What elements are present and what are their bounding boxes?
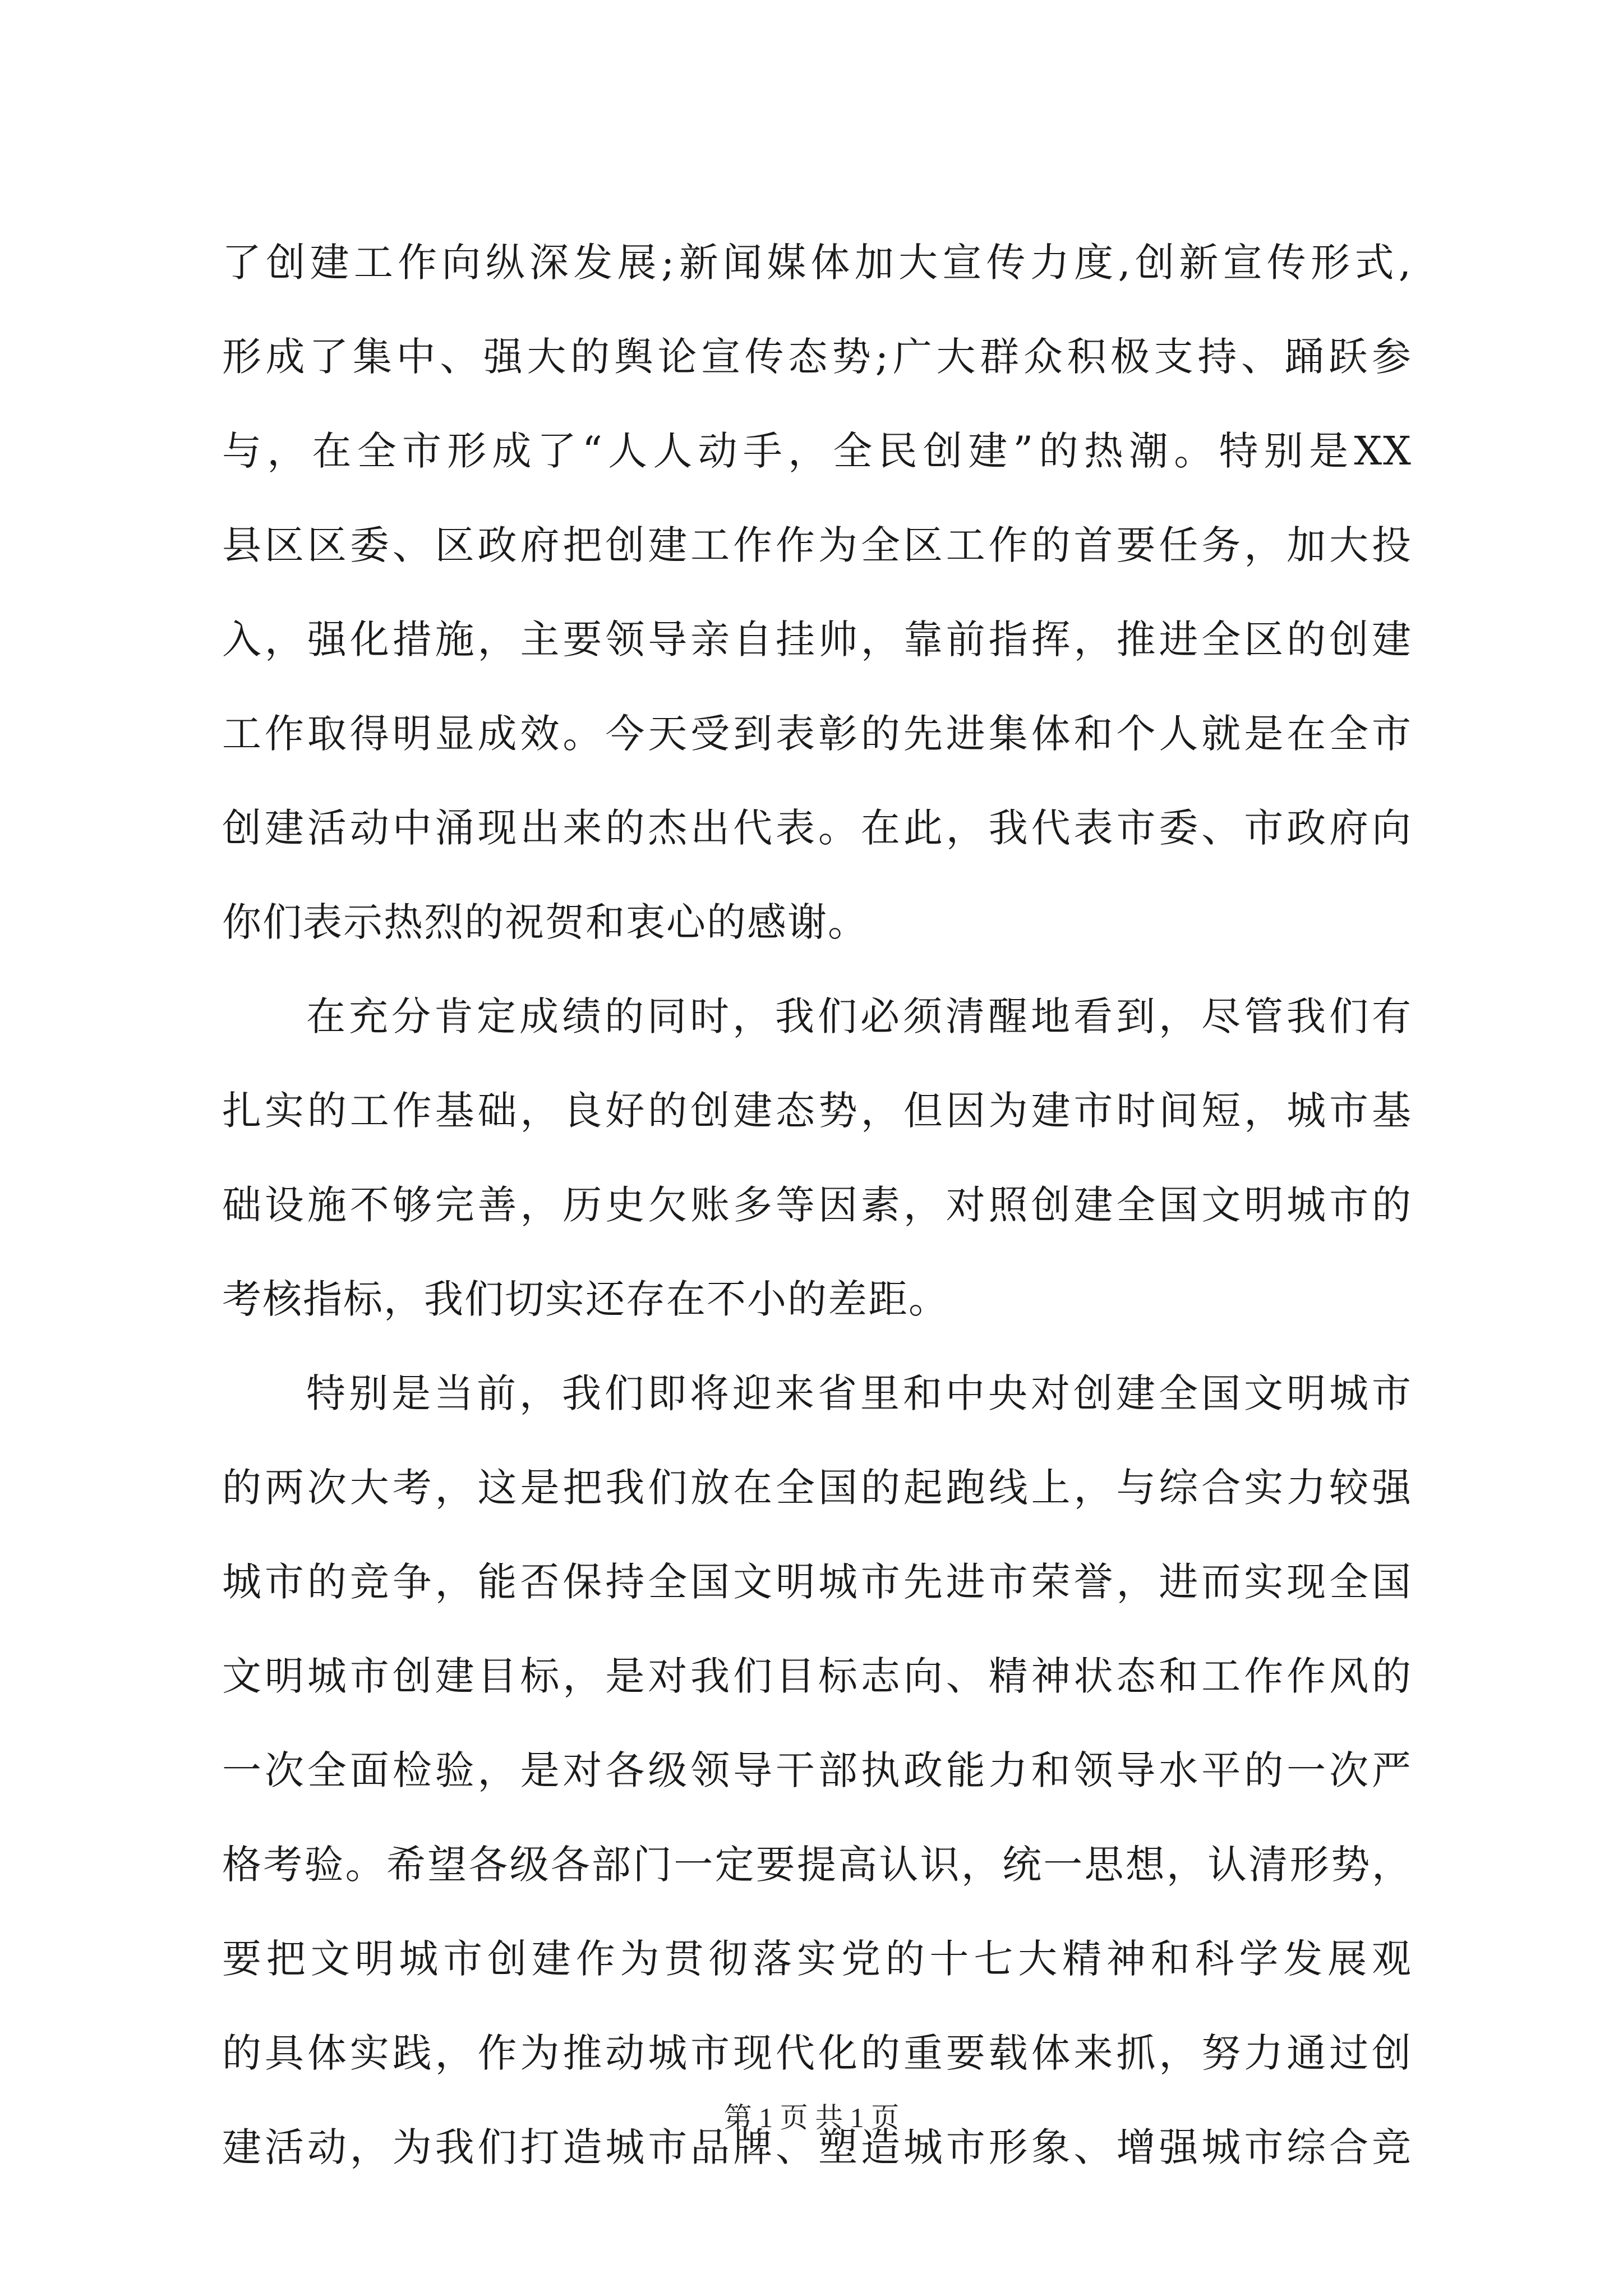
text-line: 工作取得明显成效。今天受到表彰的先进集体和个人就是在全市 xyxy=(222,711,1412,757)
text-line: 城市的竞争，能否保持全国文明城市先进市荣誉，进而实现全国 xyxy=(222,1559,1412,1605)
text-line: 了创建工作向纵深发展;新闻媒体加大宣传力度,创新宣传形式, xyxy=(222,240,1412,286)
text-line: 扎实的工作基础，良好的创建态势，但因为建市时间短，城市基 xyxy=(222,1088,1412,1134)
text-line: 的具体实践，作为推动城市现代化的重要载体来抓，努力通过创 xyxy=(222,2030,1412,2076)
page-number: 第 1 页 共 1 页 xyxy=(723,2102,900,2133)
text-line: 要把文明城市创建作为贯彻落实党的十七大精神和科学发展观 xyxy=(222,1936,1412,1982)
paragraph-first-line: 在充分肯定成绩的同时，我们必须清醒地看到，尽管我们有 xyxy=(306,993,1412,1039)
text-line: 县区区委、区政府把创建工作作为全区工作的首要任务，加大投 xyxy=(222,522,1412,568)
text-line: 入，强化措施，主要领导亲自挂帅，靠前指挥，推进全区的创建 xyxy=(222,616,1412,662)
text-line: 一次全面检验，是对各级领导干部执政能力和领导水平的一次严 xyxy=(222,1747,1412,1793)
text-line: 文明城市创建目标，是对我们目标志向、精神状态和工作作风的 xyxy=(222,1653,1412,1699)
text-line: 形成了集中、强大的舆论宣传态势;广大群众积极支持、踊跃参 xyxy=(222,334,1412,380)
text-line: 与，在全市形成了“人人动手，全民创建”的热潮。特别是XX xyxy=(222,428,1412,474)
text-line: 建活动，为我们打造城市品牌、塑造城市形象、增强城市综合竞 xyxy=(222,2124,1412,2170)
body-text xyxy=(222,215,1412,2194)
text-line: 的两次大考，这是把我们放在全国的起跑线上，与综合实力较强 xyxy=(222,1465,1412,1511)
text-line: 创建活动中涌现出来的杰出代表。在此，我代表市委、市政府向 xyxy=(222,805,1412,851)
text-line: 础设施不够完善，历史欠账多等因素，对照创建全国文明城市的 xyxy=(222,1182,1412,1228)
text-line: 格考验。希望各级各部门一定要提高认识，统一思想，认清形势， xyxy=(222,1842,1412,1888)
page-footer xyxy=(0,2098,1623,2137)
paragraph-first-line: 特别是当前，我们即将迎来省里和中央对创建全国文明城市 xyxy=(306,1370,1412,1416)
text-line: 你们表示热烈的祝贺和衷心的感谢。 xyxy=(222,899,868,945)
text-line: 考核指标，我们切实还存在不小的差距。 xyxy=(222,1276,949,1322)
